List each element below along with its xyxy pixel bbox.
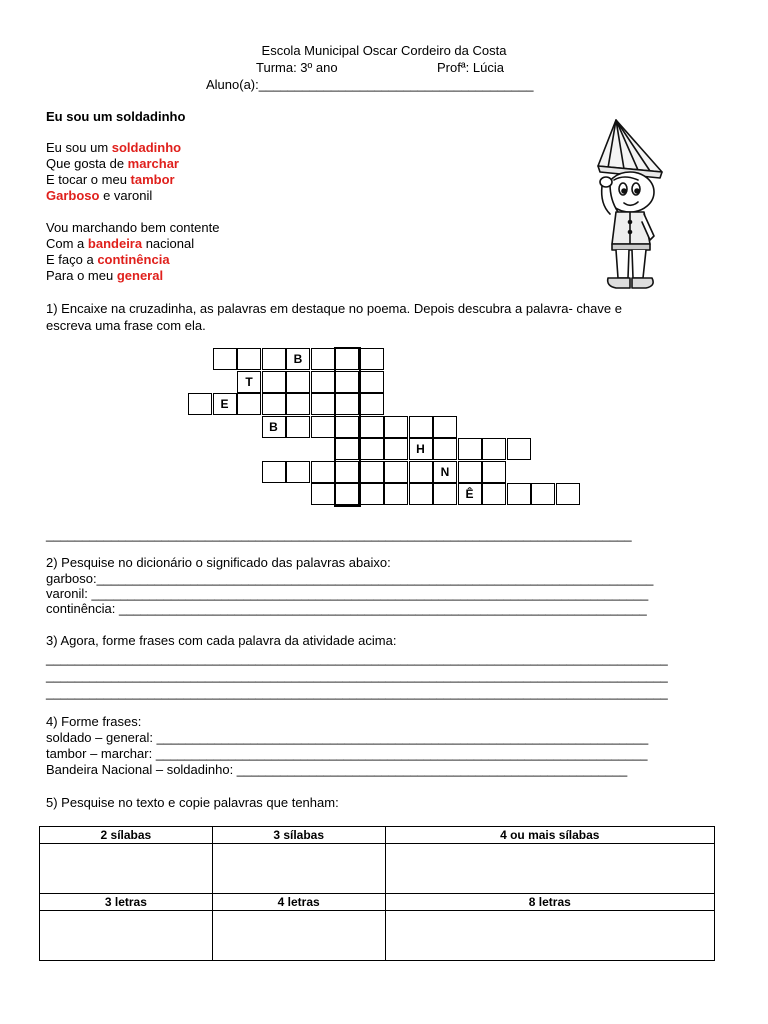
crossword-cell[interactable] xyxy=(262,461,286,483)
crossword-key-cell[interactable] xyxy=(335,438,359,460)
crossword-cell[interactable] xyxy=(360,416,384,438)
crossword-cell[interactable] xyxy=(286,416,310,438)
poem-line: Com a bandeira nacional xyxy=(46,236,195,251)
crossword-cell[interactable] xyxy=(311,348,335,370)
answer-cell[interactable] xyxy=(385,844,714,894)
crossword-cell[interactable] xyxy=(531,483,555,505)
crossword-cell[interactable] xyxy=(360,483,384,505)
answer-cell[interactable] xyxy=(40,911,213,961)
crossword-cell[interactable] xyxy=(458,438,482,460)
crossword-cell[interactable] xyxy=(384,438,408,460)
crossword-key-column xyxy=(334,347,361,507)
poem-stanza-1 xyxy=(46,140,181,204)
crossword-key-cell[interactable] xyxy=(335,416,359,438)
crossword-cell[interactable] xyxy=(433,483,457,505)
crossword-cell[interactable] xyxy=(458,461,482,483)
q2-item-continencia[interactable]: continência: _________________________________________________________________________ xyxy=(46,601,647,616)
q3-title: 3) Agora, forme frases com cada palavra da atividade acima: xyxy=(46,633,397,648)
crossword-given-letter[interactable]: Ê xyxy=(458,483,482,505)
crossword-cell[interactable] xyxy=(311,416,335,438)
crossword-given-letter[interactable]: N xyxy=(433,461,457,483)
crossword-cell[interactable] xyxy=(262,371,286,393)
crossword-given-letter[interactable]: E xyxy=(213,393,237,415)
header-4-letras: 4 letras xyxy=(212,894,385,911)
crossword-cell[interactable] xyxy=(507,438,531,460)
answer-cell[interactable] xyxy=(212,911,385,961)
poem-line: Vou marchando bem contente xyxy=(46,220,220,235)
q1-answer-line[interactable]: _________________________________________________________________________________ xyxy=(46,527,632,542)
crossword-key-cell[interactable] xyxy=(335,371,359,393)
crossword-cell[interactable] xyxy=(188,393,212,415)
crossword-key-cell[interactable] xyxy=(335,393,359,415)
crossword-cell[interactable] xyxy=(507,483,531,505)
crossword-cell[interactable] xyxy=(384,416,408,438)
poem-line: Garboso e varonil xyxy=(46,188,153,203)
crossword-given-letter[interactable]: T xyxy=(237,371,261,393)
q2-item-garboso[interactable]: garboso:_____________________________________________________________________________ xyxy=(46,571,654,586)
answer-cell[interactable] xyxy=(212,844,385,894)
crossword-given-letter[interactable]: H xyxy=(409,438,433,460)
crossword-cell[interactable] xyxy=(482,483,506,505)
header-3-letras: 3 letras xyxy=(40,894,213,911)
crossword-cell[interactable] xyxy=(286,461,310,483)
q2-title: 2) Pesquise no dicionário o significado das palavras abaixo: xyxy=(46,555,391,570)
q3-line[interactable]: ______________________________________________________________________________________ xyxy=(46,651,668,666)
q1-instruction: 1) Encaixe na cruzadinha, as palavras em destaque no poema. Depois descubra a palavra- chave e xyxy=(46,301,622,316)
poem-line: E faço a continência xyxy=(46,252,170,267)
crossword-cell[interactable] xyxy=(409,461,433,483)
crossword-cell[interactable] xyxy=(286,393,310,415)
q2-item-varonil[interactable]: varonil: _____________________________________________________________________________ xyxy=(46,586,649,601)
header-4-ou-mais-silabas: 4 ou mais sílabas xyxy=(385,827,714,844)
crossword-cell[interactable] xyxy=(311,483,335,505)
crossword-cell[interactable] xyxy=(433,416,457,438)
q3-line[interactable]: ______________________________________________________________________________________ xyxy=(46,668,668,683)
q4-item-tambor-marchar[interactable]: tambor – marchar: ____________________________________________________________________ xyxy=(46,746,648,761)
q5-title: 5) Pesquise no texto e copie palavras que tenham: xyxy=(46,795,339,810)
poem-title: Eu sou um soldadinho xyxy=(46,109,186,124)
crossword-cell[interactable] xyxy=(286,371,310,393)
crossword-cell[interactable] xyxy=(384,483,408,505)
crossword-key-cell[interactable] xyxy=(335,461,359,483)
crossword-cell[interactable] xyxy=(237,393,261,415)
crossword-cell[interactable] xyxy=(360,461,384,483)
crossword-cell[interactable] xyxy=(360,438,384,460)
crossword-cell[interactable] xyxy=(311,461,335,483)
crossword-cell[interactable] xyxy=(213,348,237,370)
poem-line: Para o meu general xyxy=(46,268,164,283)
poem-line: E tocar o meu tambor xyxy=(46,172,175,187)
header-3-silabas: 3 sílabas xyxy=(212,827,385,844)
crossword-cell[interactable] xyxy=(556,483,580,505)
crossword-cell[interactable] xyxy=(360,348,384,370)
q1-instruction-cont: escreva uma frase com ela. xyxy=(46,318,206,333)
crossword-cell[interactable] xyxy=(360,371,384,393)
soldier-illustration xyxy=(580,114,672,296)
crossword-cell[interactable] xyxy=(311,393,335,415)
crossword-cell[interactable] xyxy=(360,393,384,415)
poem-line: Que gosta de marchar xyxy=(46,156,179,171)
crossword-cell[interactable] xyxy=(237,348,261,370)
q4-title: 4) Forme frases: xyxy=(46,714,142,729)
crossword-key-cell[interactable] xyxy=(335,348,359,370)
crossword-cell[interactable] xyxy=(482,438,506,460)
crossword-given-letter[interactable]: B xyxy=(286,348,310,370)
crossword-cell[interactable] xyxy=(262,393,286,415)
q4-item-bandeira-soldadinho[interactable]: Bandeira Nacional – soldadinho: ______________________________________________________ xyxy=(46,762,628,777)
crossword-given-letter[interactable]: B xyxy=(262,416,286,438)
crossword-cell[interactable] xyxy=(433,438,457,460)
answer-cell[interactable] xyxy=(40,844,213,894)
school-name: Escola Municipal Oscar Cordeiro da Costa xyxy=(261,43,507,58)
q4-item-soldado-general[interactable]: soldado – general: ____________________________________________________________________ xyxy=(46,730,649,745)
crossword-cell[interactable] xyxy=(409,416,433,438)
crossword-cell[interactable] xyxy=(482,461,506,483)
poem-line: Eu sou um soldadinho xyxy=(46,140,182,155)
crossword-cell[interactable] xyxy=(409,483,433,505)
q3-line[interactable]: ______________________________________________________________________________________ xyxy=(46,685,668,700)
poem-stanza-2 xyxy=(46,220,219,284)
crossword-key-cell[interactable] xyxy=(335,483,359,505)
header-8-letras: 8 letras xyxy=(385,894,714,911)
teacher-label: Profª: Lúcia xyxy=(437,60,504,75)
syllables-table xyxy=(39,826,715,961)
crossword-cell[interactable] xyxy=(311,371,335,393)
crossword-cell[interactable] xyxy=(262,348,286,370)
header-2-silabas: 2 sílabas xyxy=(40,827,213,844)
student-name-field[interactable]: Aluno(a):______________________________________ xyxy=(206,77,534,92)
crossword-cell[interactable] xyxy=(384,461,408,483)
answer-cell[interactable] xyxy=(385,911,714,961)
class-label: Turma: 3º ano xyxy=(256,60,338,75)
